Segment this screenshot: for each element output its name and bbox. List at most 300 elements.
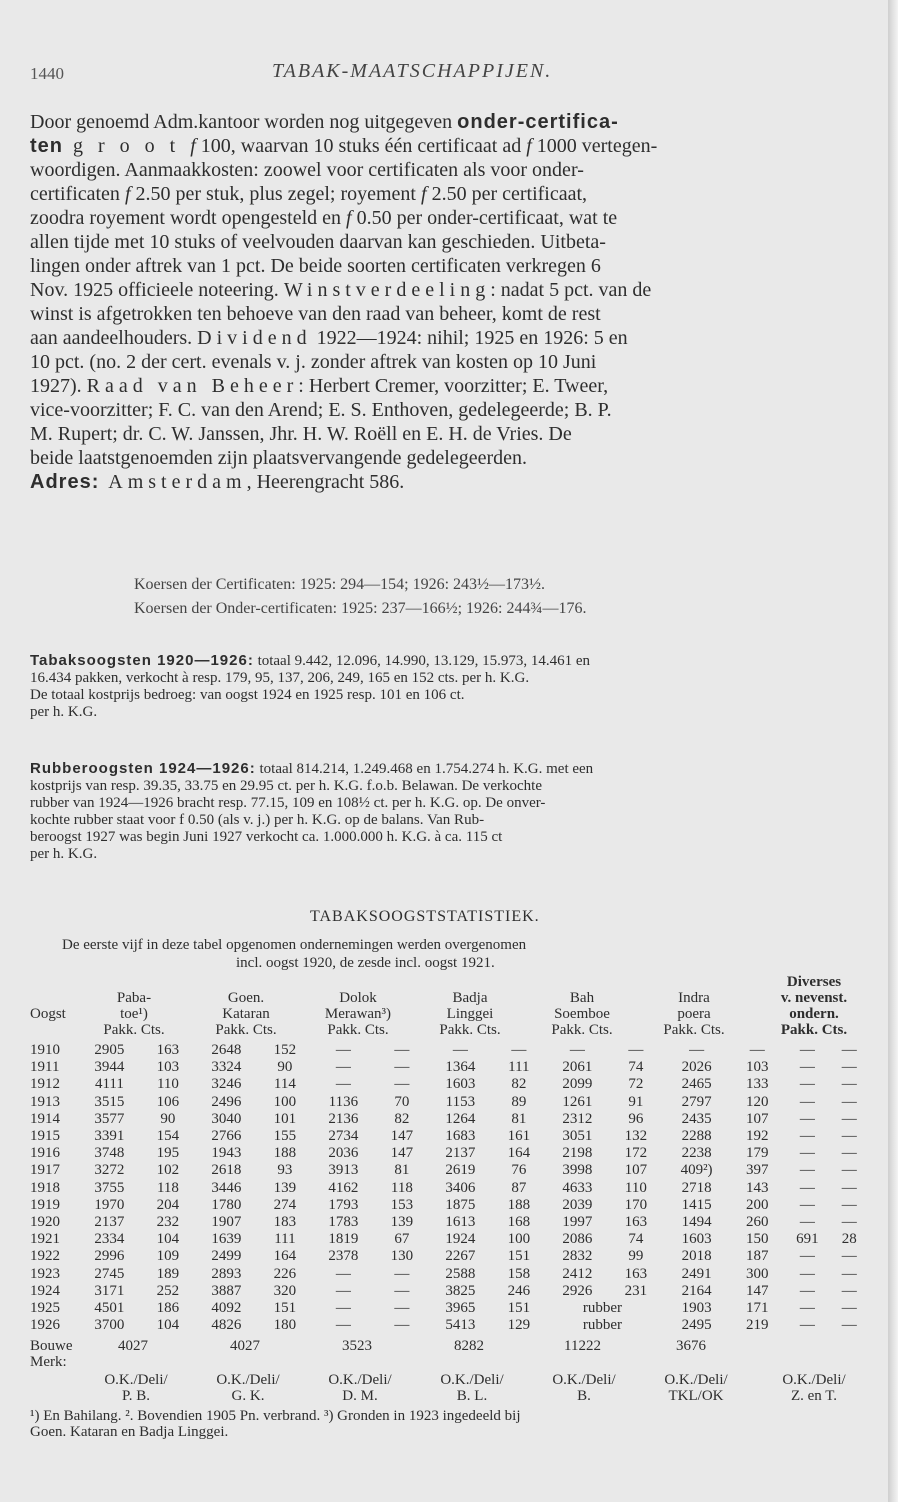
- table-cell: 1780: [211, 1196, 242, 1213]
- merk-cell: [86, 1372, 186, 1404]
- table-cell: 188: [273, 1145, 297, 1162]
- table-cell: 2312: [562, 1110, 593, 1127]
- table-cell: 3446: [211, 1179, 242, 1196]
- table-cell: 3324: [211, 1059, 242, 1076]
- year-cell: 1916: [30, 1145, 60, 1162]
- merk-cell: [422, 1372, 522, 1404]
- table-cell: 3998: [562, 1162, 593, 1179]
- table-cell: 139: [390, 1214, 414, 1231]
- table-cell: 143: [746, 1179, 769, 1196]
- table-cell: 74: [628, 1059, 644, 1076]
- merk-bottom: B. L.: [456, 1388, 488, 1404]
- year-cell: 1912: [30, 1076, 60, 1093]
- table-cell: 2238: [681, 1145, 712, 1162]
- table-cell: 2137: [94, 1214, 125, 1231]
- merk-cell: [198, 1372, 298, 1404]
- table-cell: —: [799, 1093, 815, 1110]
- table-cell: 409²): [680, 1162, 713, 1179]
- table-cell: 107: [624, 1162, 648, 1179]
- table-cell: 5413: [445, 1317, 476, 1334]
- table-cell: 150: [746, 1231, 769, 1248]
- rubber-line: kostprijs van resp. 39.35, 33.75 en 29.95 ct. per h. K.G. f.o.b. Belawan. De verkochte: [30, 778, 542, 794]
- table-cell: —: [569, 1042, 585, 1058]
- year-cell: 1913: [30, 1093, 60, 1110]
- table-row: [30, 1094, 866, 1111]
- table-cell: 231: [624, 1282, 648, 1299]
- table-cell: 2766: [211, 1128, 242, 1145]
- table-cell: 111: [508, 1059, 530, 1076]
- company-paragraph: [30, 110, 866, 494]
- table-cell: 109: [156, 1248, 180, 1265]
- table-cell: 3577: [94, 1110, 125, 1127]
- bouwe-value: 3523: [342, 1338, 372, 1354]
- table-cell: 2136: [328, 1110, 359, 1127]
- table-cell: 180: [273, 1317, 297, 1334]
- table-cell: —: [799, 1248, 815, 1265]
- table-cell: 2588: [445, 1265, 476, 1282]
- table-cell: —: [394, 1076, 410, 1093]
- year-cell: 1926: [30, 1317, 60, 1334]
- table-cell: 147: [746, 1282, 769, 1299]
- table-cell: —: [799, 1300, 815, 1317]
- table-row: [30, 1317, 866, 1334]
- table-cell: 72: [628, 1076, 644, 1093]
- table-cell: 2618: [211, 1162, 242, 1179]
- table-cell: 154: [156, 1128, 180, 1145]
- table-cell: 183: [273, 1214, 297, 1231]
- statistiek-title: TABAKSOOGSTSTATISTIEK.: [310, 908, 540, 925]
- table-cell: —: [841, 1282, 857, 1299]
- merk-top: O.K./Deli/: [440, 1372, 504, 1388]
- paragraph-line: lingen onder aftrek van 1 pct. De beide soorten certificaten verkregen 6: [30, 255, 601, 277]
- table-cell: 1603: [681, 1231, 712, 1248]
- table-cell: 82: [394, 1110, 410, 1127]
- oogst-table: [30, 1042, 866, 1334]
- table-cell: 91: [628, 1093, 644, 1110]
- table-cell: —: [394, 1265, 410, 1282]
- table-cell: 3913: [328, 1162, 359, 1179]
- merk-cell: [646, 1372, 746, 1404]
- table-cell: —: [841, 1059, 857, 1076]
- table-cell: 2648: [211, 1042, 242, 1058]
- table-cell: 164: [273, 1248, 297, 1265]
- table-cell: 4162: [328, 1179, 359, 1196]
- table-cell: 168: [507, 1214, 531, 1231]
- table-cell: 246: [507, 1282, 531, 1299]
- table-cell: 3887: [211, 1282, 242, 1299]
- table-cell: 3406: [445, 1179, 476, 1196]
- table-cell: 3748: [94, 1145, 125, 1162]
- table-cell: 129: [507, 1317, 531, 1334]
- table-cell: 2619: [445, 1162, 476, 1179]
- table-cell: 2036: [328, 1145, 359, 1162]
- table-cell: —: [841, 1317, 857, 1334]
- table-cell: 2499: [211, 1248, 242, 1265]
- table-cell: —: [841, 1214, 857, 1231]
- table-cell: —: [394, 1282, 410, 1299]
- paragraph-line: certificaten f 2.50 per stuk, plus zegel; royement f 2.50 per certificaat,: [30, 183, 588, 205]
- table-cell: 172: [624, 1145, 648, 1162]
- rubber-line: beroogst 1927 was begin Juni 1927 verkocht ca. 1.000.000 h. K.G. à ca. 115 ct: [30, 829, 503, 845]
- table-cell: —: [394, 1300, 410, 1317]
- table-cell: 1261: [562, 1093, 593, 1110]
- koersen-onder-certificaten: Koersen der Onder-certificaten: 1925: 237—166½; 1926: 244¾—176.: [134, 600, 587, 617]
- rubberoogsten-block: [30, 760, 593, 863]
- table-cell: 179: [746, 1145, 769, 1162]
- table-cell: —: [841, 1110, 857, 1127]
- table-cell: —: [799, 1076, 815, 1093]
- table-cell: —: [511, 1042, 527, 1058]
- year-cell: 1923: [30, 1265, 60, 1282]
- table-cell: 74: [628, 1231, 644, 1248]
- table-cell: 397: [746, 1162, 769, 1179]
- table-cell: 82: [511, 1076, 527, 1093]
- table-cell: 1997: [562, 1214, 593, 1231]
- table-cell: 3755: [94, 1179, 125, 1196]
- rubber-line: per h. K.G.: [30, 846, 98, 862]
- table-cell: 2926: [562, 1282, 593, 1299]
- statistiek-intro: De eerste vijf in deze tabel opgenomen ondernemingen werden overgenomen: [62, 937, 527, 953]
- table-cell: 4633: [562, 1179, 593, 1196]
- table-cell: 76: [511, 1162, 527, 1179]
- table-cell: 2018: [681, 1248, 712, 1265]
- year-cell: 1911: [30, 1059, 60, 1076]
- table-cell: —: [335, 1042, 351, 1058]
- table-cell: —: [335, 1265, 351, 1282]
- table-cell: 139: [273, 1179, 297, 1196]
- merk-top: O.K./Deli/: [664, 1372, 728, 1388]
- bouwe-value: 8282: [454, 1338, 484, 1354]
- table-cell: 3040: [211, 1110, 242, 1127]
- merk-top: O.K./Deli/: [216, 1372, 280, 1388]
- table-cell: —: [689, 1042, 705, 1058]
- table-row: [30, 1248, 866, 1265]
- year-cell: 1910: [30, 1042, 60, 1058]
- table-cell: 2718: [681, 1179, 712, 1196]
- page-number: 1440: [30, 64, 64, 83]
- merk-cell: [764, 1372, 864, 1404]
- table-cell: 130: [390, 1248, 414, 1265]
- table-cell: 152: [273, 1042, 297, 1058]
- table-cell: 81: [511, 1110, 527, 1127]
- table-cell: 3825: [445, 1282, 476, 1299]
- table-cell: 1903: [681, 1300, 712, 1317]
- table-cell: 107: [746, 1110, 769, 1127]
- table-cell: 4501: [94, 1300, 125, 1317]
- table-cell: 3965: [445, 1300, 476, 1317]
- table-cell: 2893: [211, 1265, 242, 1282]
- table-cell: 4826: [211, 1317, 242, 1334]
- table-cell: —: [799, 1145, 815, 1162]
- table-cell: 28: [841, 1231, 857, 1248]
- table-cell: 100: [507, 1231, 531, 1248]
- table-cell: 1924: [445, 1231, 476, 1248]
- paragraph-line: Door genoemd Adm.kantoor worden nog uitgegeven onder-certifica-: [30, 111, 619, 133]
- table-cell: 1494: [681, 1214, 712, 1231]
- table-cell: —: [841, 1042, 857, 1058]
- table-cell: 3272: [94, 1162, 125, 1179]
- table-cell: —: [749, 1042, 765, 1058]
- table-cell: 195: [156, 1145, 180, 1162]
- table-cell: 153: [390, 1196, 414, 1213]
- merk-bottom: TKL/OK: [668, 1388, 724, 1404]
- paragraph-line: Adres: Amsterdam, Heerengracht 586.: [30, 471, 405, 493]
- table-cell: —: [394, 1059, 410, 1076]
- table-cell: 1783: [328, 1214, 359, 1231]
- bouwe-value: 3676: [676, 1338, 706, 1354]
- rubber-line: kochte rubber staat voor f 0.50 (als v. j.) per h. K.G. op de balans. Van Rub-: [30, 812, 485, 828]
- table-cell: 2288: [681, 1128, 712, 1145]
- table-cell: 2465: [681, 1076, 712, 1093]
- table-cell: 4092: [211, 1300, 242, 1317]
- table-cell: 118: [156, 1179, 179, 1196]
- table-cell: 226: [273, 1265, 297, 1282]
- statistiek-intro: incl. oogst 1920, de zesde incl. oogst 1921.: [236, 955, 495, 971]
- column-header: Bah Soemboe Pakk. Cts.: [551, 990, 613, 1038]
- table-row: [30, 1283, 866, 1300]
- merk-cell: [534, 1372, 634, 1404]
- paragraph-line: vice-voorzitter; F. C. van den Arend; E. S. Enthoven, gedelegeerde; B. P.: [30, 399, 612, 421]
- table-cell: 2086: [562, 1231, 593, 1248]
- bouwe-value: 4027: [230, 1338, 260, 1354]
- table-cell: 2164: [681, 1282, 712, 1299]
- table-cell: 186: [156, 1300, 180, 1317]
- tabak-line: 16.434 pakken, verkocht à resp. 179, 95, 137, 206, 249, 165 en 152 cts. per h. K.G.: [30, 670, 530, 686]
- table-cell: —: [841, 1128, 857, 1145]
- merk-bottom: Z. en T.: [790, 1388, 838, 1404]
- table-cell: 2412: [562, 1265, 593, 1282]
- table-cell: 188: [507, 1196, 531, 1213]
- column-header: Paba- toe¹) Pakk. Cts.: [103, 990, 165, 1038]
- page-edge-shadow: [888, 0, 898, 1502]
- column-header-oogst: Oogst: [30, 1006, 66, 1022]
- table-cell: 170: [624, 1196, 648, 1213]
- table-cell: 103: [746, 1059, 769, 1076]
- footnote: ¹) En Bahilang. ². Bovendien 1905 Pn. verbrand. ³) Gronden in 1923 ingedeeld bij: [30, 1408, 521, 1424]
- table-cell: 187: [746, 1248, 769, 1265]
- table-cell: 232: [156, 1214, 180, 1231]
- table-cell: —: [841, 1162, 857, 1179]
- table-cell: 1603: [445, 1076, 476, 1093]
- table-cell: 1153: [445, 1093, 476, 1110]
- table-cell: 1875: [445, 1196, 476, 1213]
- table-cell: 118: [390, 1179, 413, 1196]
- table-cell: 4111: [94, 1076, 124, 1093]
- table-cell: 2996: [94, 1248, 125, 1265]
- table-cell: 2334: [94, 1231, 125, 1248]
- table-cell: —: [335, 1300, 351, 1317]
- paragraph-line: winst is afgetrokken ten behoeve van den raad van beheer, komt de rest: [30, 303, 601, 325]
- table-cell: 1136: [328, 1093, 359, 1110]
- table-cell: 1907: [211, 1214, 242, 1231]
- table-cell: 67: [394, 1231, 410, 1248]
- year-cell: 1915: [30, 1128, 60, 1145]
- table-cell: 2378: [328, 1248, 359, 1265]
- table-cell: 1970: [94, 1196, 125, 1213]
- table-cell: 2905: [94, 1042, 125, 1058]
- table-row: [30, 1145, 866, 1162]
- table-cell: 110: [156, 1076, 179, 1093]
- table-cell: 147: [390, 1145, 414, 1162]
- table-cell: 1613: [445, 1214, 476, 1231]
- table-cell: 1364: [445, 1059, 476, 1076]
- table-cell: 104: [156, 1231, 180, 1248]
- table-cell: 2496: [211, 1093, 242, 1110]
- merk-top: O.K./Deli/: [104, 1372, 168, 1388]
- table-cell: —: [799, 1059, 815, 1076]
- table-cell: 151: [507, 1300, 531, 1317]
- year-cell: 1920: [30, 1214, 60, 1231]
- table-cell: 274: [273, 1196, 297, 1213]
- table-cell: 2061: [562, 1059, 593, 1076]
- table-cell: 93: [277, 1162, 293, 1179]
- table-cell: —: [335, 1059, 351, 1076]
- merk-top: O.K./Deli/: [552, 1372, 616, 1388]
- year-cell: 1924: [30, 1282, 60, 1299]
- table-cell: —: [841, 1145, 857, 1162]
- paragraph-line: aan aandeelhouders. Dividend 1922—1924: nihil; 1925 en 1926: 5 en: [30, 327, 628, 349]
- table-cell: 1639: [211, 1231, 242, 1248]
- bouwe-label: Bouwe: [30, 1338, 73, 1354]
- table-cell: —: [841, 1093, 857, 1110]
- table-cell: 2198: [562, 1145, 593, 1162]
- table-cell: 2026: [681, 1059, 712, 1076]
- table-cell: —: [799, 1317, 815, 1334]
- merk-top: O.K./Deli/: [782, 1372, 846, 1388]
- table-cell: 81: [394, 1162, 410, 1179]
- table-row: [30, 1197, 866, 1214]
- paragraph-line: allen tijde met 10 stuks of veelvouden daarvan kan geschieden. Uitbeta-: [30, 231, 606, 253]
- table-row: [30, 1300, 866, 1317]
- table-row: [30, 1042, 866, 1059]
- table-cell: —: [452, 1042, 468, 1058]
- paragraph-line: zoodra royement wordt opengesteld en f 0.50 per onder-certificaat, wat te: [30, 207, 618, 229]
- year-cell: 1925: [30, 1300, 60, 1317]
- table-cell: —: [799, 1214, 815, 1231]
- table-cell: —: [335, 1317, 351, 1334]
- table-cell: 114: [273, 1076, 296, 1093]
- table-cell: 110: [624, 1179, 647, 1196]
- table-cell: 132: [624, 1128, 648, 1145]
- table-row: [30, 1076, 866, 1093]
- table-cell: 164: [507, 1145, 531, 1162]
- table-cell: 3391: [94, 1128, 125, 1145]
- table-row: [30, 1059, 866, 1076]
- table-cell: 2491: [681, 1265, 712, 1282]
- tabak-line: per h. K.G.: [30, 704, 98, 720]
- year-cell: 1922: [30, 1248, 60, 1265]
- table-cell: 2099: [562, 1076, 593, 1093]
- table-cell: —: [335, 1282, 351, 1299]
- tabak-line: De totaal kostprijs bedroeg: van oogst 1924 en 1925 resp. 101 en 106 ct.: [30, 687, 465, 703]
- table-cell: 2137: [445, 1145, 476, 1162]
- column-header: Dolok Merawan³) Pakk. Cts.: [324, 990, 392, 1038]
- bouwe-value: 4027: [118, 1338, 148, 1354]
- table-cell: —: [841, 1196, 857, 1213]
- column-header: Goen. Kataran Pakk. Cts.: [215, 990, 277, 1038]
- table-cell: —: [799, 1042, 815, 1058]
- table-cell: 300: [746, 1265, 769, 1282]
- table-cell: 89: [511, 1093, 527, 1110]
- year-cell: 1914: [30, 1110, 60, 1127]
- table-cell: 133: [746, 1076, 769, 1093]
- table-cell: —: [841, 1248, 857, 1265]
- table-cell: 90: [277, 1059, 293, 1076]
- table-cell: 163: [624, 1214, 648, 1231]
- table-cell: 3944: [94, 1059, 125, 1076]
- table-cell: 102: [156, 1162, 180, 1179]
- table-cell: 158: [507, 1265, 531, 1282]
- table-cell: 163: [624, 1265, 648, 1282]
- table-cell: 101: [273, 1110, 297, 1127]
- page-title: TABAK-MAATSCHAPPIJEN.: [272, 60, 553, 82]
- table-cell: 1264: [445, 1110, 476, 1127]
- table-cell: 99: [628, 1248, 644, 1265]
- table-cell: 151: [273, 1300, 297, 1317]
- table-cell: 3515: [94, 1093, 125, 1110]
- table-cell: 106: [156, 1093, 180, 1110]
- footnote: Goen. Kataran en Badja Linggei.: [30, 1424, 229, 1440]
- paragraph-line: 10 pct. (no. 2 der cert. evenals v. j. zonder aftrek van kosten op 10 Juni: [30, 351, 597, 373]
- table-cell: rubber: [582, 1317, 622, 1334]
- table-cell: 1683: [445, 1128, 476, 1145]
- table-cell: —: [799, 1265, 815, 1282]
- tabaksoogsten-block: [30, 652, 590, 721]
- table-cell: —: [841, 1300, 857, 1317]
- table-cell: —: [799, 1162, 815, 1179]
- year-cell: 1919: [30, 1196, 60, 1213]
- table-row: [30, 1214, 866, 1231]
- table-cell: —: [628, 1042, 644, 1058]
- table-cell: 120: [746, 1093, 769, 1110]
- table-cell: 260: [746, 1214, 769, 1231]
- table-row: [30, 1266, 866, 1283]
- table-cell: 151: [507, 1248, 531, 1265]
- table-cell: —: [394, 1042, 410, 1058]
- table-cell: 70: [394, 1093, 410, 1110]
- year-cell: 1921: [30, 1231, 60, 1248]
- table-cell: 104: [156, 1317, 180, 1334]
- table-cell: 219: [746, 1317, 769, 1334]
- table-cell: 1819: [328, 1231, 359, 1248]
- column-header: Diverses v. nevenst. ondern. Pakk. Cts.: [780, 974, 848, 1038]
- table-cell: —: [841, 1179, 857, 1196]
- table-cell: —: [799, 1282, 815, 1299]
- table-cell: —: [799, 1128, 815, 1145]
- table-cell: 189: [156, 1265, 180, 1282]
- table-cell: 3246: [211, 1076, 242, 1093]
- merk-bottom: B.: [577, 1388, 591, 1404]
- bouwe-value: 11222: [564, 1338, 601, 1354]
- table-cell: 171: [746, 1300, 769, 1317]
- table-cell: 87: [511, 1179, 527, 1196]
- table-cell: 204: [156, 1196, 180, 1213]
- paragraph-line: 1927). Raad van Beheer: Herbert Cremer, voorzitter; E. Tweer,: [30, 375, 609, 397]
- table-cell: 147: [390, 1128, 414, 1145]
- table-cell: —: [799, 1179, 815, 1196]
- table-cell: —: [799, 1196, 815, 1213]
- table-cell: 320: [273, 1282, 297, 1299]
- table-cell: 2745: [94, 1265, 125, 1282]
- table-cell: 100: [273, 1093, 297, 1110]
- koersen-certificaten: Koersen der Certificaten: 1925: 294—154; 1926: 243½—173½.: [134, 576, 546, 593]
- table-cell: —: [394, 1317, 410, 1334]
- table-cell: 161: [507, 1128, 531, 1145]
- paragraph-line: woordigen. Aanmaakkosten: zoowel voor certificaten als voor onder-: [30, 159, 584, 181]
- table-cell: 192: [746, 1128, 769, 1145]
- paragraph-line: beide laatstgenoemden zijn plaatsvervangende gedelegeerden.: [30, 447, 527, 469]
- table-cell: 2734: [328, 1128, 359, 1145]
